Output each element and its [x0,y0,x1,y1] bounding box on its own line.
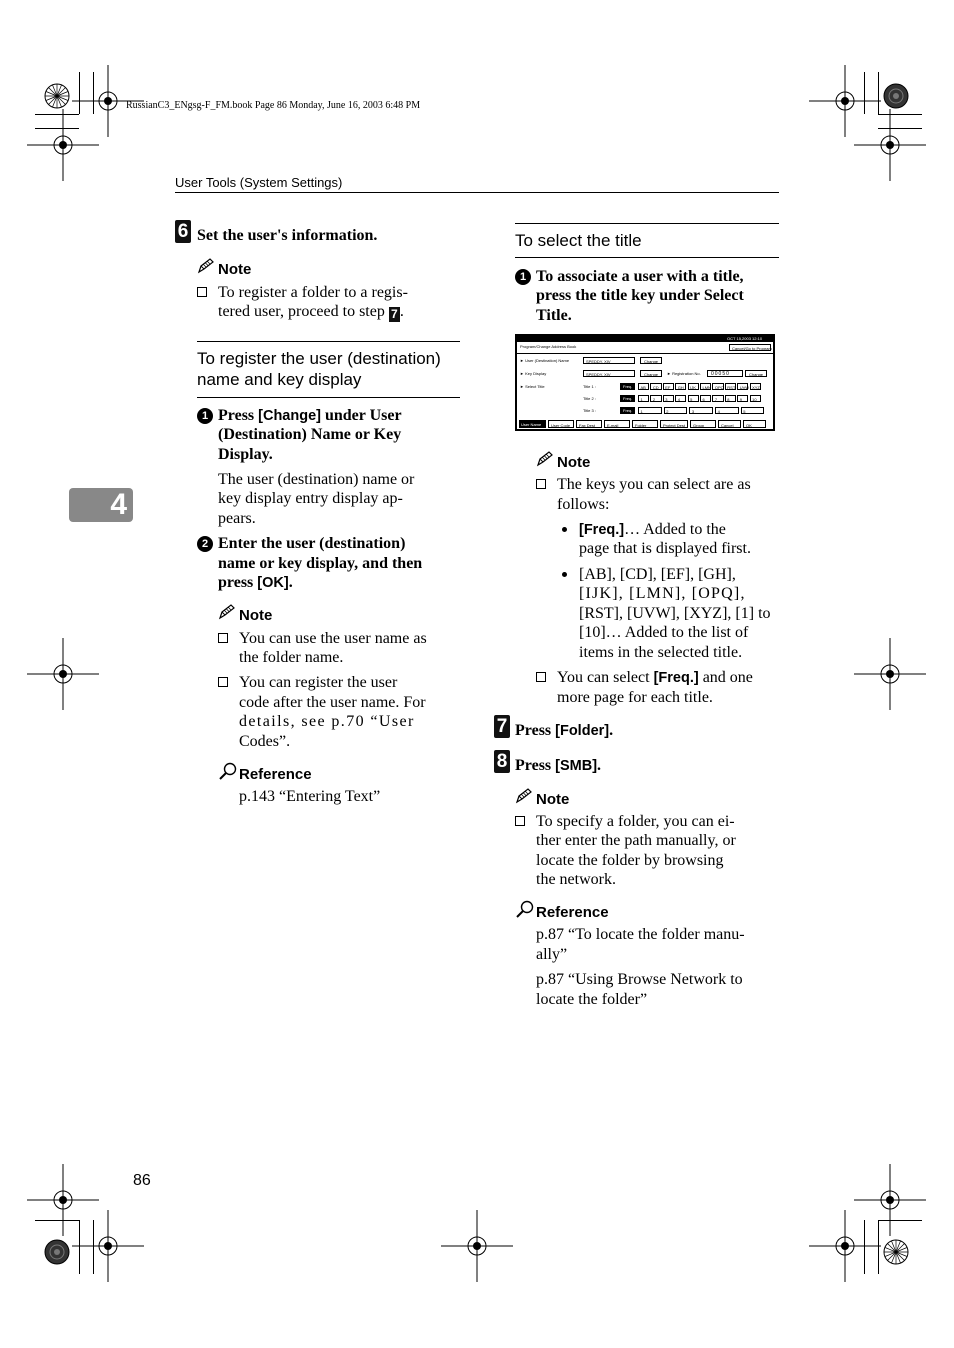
note4-line4: the network. [536,871,616,888]
note-label: Note [218,261,252,278]
substep-2-line1: Enter the user (destination) [218,535,406,552]
screen-tab[interactable]: User Code [548,420,574,428]
note3-bullet2-line2: [IJK], [LMN], [OPQ], [579,585,746,602]
note3-bullet2-line5: items in the selected title. [579,644,743,661]
title-key[interactable]: 8 [725,395,736,402]
reference2-ref1-line2: ally” [536,946,568,963]
note-label: Note [536,791,570,808]
checkbox-bullet [536,479,546,489]
section1-bottom-rule [197,397,460,398]
note3-item2-line1: You can select [Freq.] and one [557,669,753,686]
step-6-number: 6 [175,220,191,243]
pencil-icon [218,604,236,620]
note3-bullet2-line1: [AB], [CD], [EF], [GH], [579,566,736,583]
substep-1-line1: Press [Change] under User [218,407,402,424]
registration-number-field[interactable]: 00050 [707,370,743,377]
substep-1-number: 1 [515,269,531,285]
note3-bullet1-line1: [Freq.]… Added to the [579,521,726,538]
title2-label: Title 2 : [583,396,596,401]
note4-line1: To specify a folder, you can ei- [536,813,735,830]
note3-bullet2-line4: [10]… Added to the list of [579,624,749,641]
pencil-icon [515,788,533,804]
pencil-icon [536,451,554,467]
title-key[interactable]: OPQ [712,383,723,390]
title-key[interactable]: 10 [750,395,761,402]
title-key[interactable]: CD [650,383,661,390]
pencil-icon [197,258,215,274]
checkbox-bullet [218,633,228,643]
note1-line1: To register a folder to a regis- [218,284,408,301]
page-number: 86 [133,1172,151,1189]
title-key[interactable]: RST [725,383,736,390]
step-8-text: Press [SMB]. [515,757,602,774]
change-key-display-button[interactable]: Change [640,370,662,377]
section2-top-rule [515,223,779,224]
screen-tab[interactable]: User Name [519,420,546,428]
note3-item2-line2: more page for each title. [557,689,713,706]
magnifier-icon [218,762,238,780]
title-key[interactable]: EF [663,383,674,390]
select-title-label: ► Select Title [520,384,545,389]
title-key[interactable]: 3 [663,395,674,402]
title-key[interactable]: 2 [664,407,688,414]
reference-label: Reference [536,904,609,921]
section2-title: To select the title [515,231,642,250]
note-label: Note [557,454,591,471]
note3-item1-line1: The keys you can select are as [557,476,751,493]
title-key[interactable]: IJK [688,383,699,390]
title-key[interactable]: 6 [700,395,711,402]
note4-line3: locate the folder by browsing [536,852,724,869]
screen-tab[interactable]: OK [743,420,766,428]
screen-tab[interactable]: Fax Dest [576,420,602,428]
substep-1-number: 1 [197,408,213,424]
note2-item1-line1: You can use the user name as [239,630,427,647]
chapter-tab: 4 [69,488,133,522]
freq-key-title3[interactable]: Freq. [620,407,635,414]
header-title: User Tools (System Settings) [175,175,343,190]
screen-tab[interactable]: Protect Dest [660,420,688,428]
header-rule [175,192,779,193]
freq-key-title1[interactable]: Freq. [620,383,635,390]
title-key[interactable]: 5 [741,407,765,414]
step-7-number: 7 [494,715,510,738]
right-substep-1-line3: Title. [536,307,572,324]
bullet-dot [562,527,567,532]
step-7-text: Press [Folder]. [515,722,614,739]
right-substep-1-line1: To associate a user with a title, [536,268,744,285]
screen-divider [517,353,773,354]
title-key[interactable]: 1 [638,407,662,414]
note2-item2-line2: code after the user name. For [239,694,426,711]
note2-item2-line3: details, see p.70 “User [239,713,415,730]
substep-1-desc-line1: The user (destination) name or [218,471,415,488]
reference2-ref1-line1: p.87 “To locate the folder manu- [536,926,745,943]
checkbox-bullet [536,672,546,682]
reference-text: p.143 “Entering Text” [239,788,381,805]
title-key[interactable]: UVW [737,383,748,390]
substep-2-line2: name or key display, and then [218,555,423,572]
screen-tab[interactable]: Folder [632,420,658,428]
note1-line2: tered user, proceed to step 7 . [218,303,404,321]
freq-key-title2[interactable]: Freq. [620,395,635,402]
registration-label: ► Registration No. [667,371,701,376]
step-6-text: Set the user's information. [197,227,378,244]
note2-item2-line1: You can register the user [239,674,398,691]
screen-tab[interactable]: E-mail [604,420,630,428]
reference2-ref2-line2: locate the folder” [536,991,648,1008]
substep-1-line2: (Destination) Name or Key [218,426,402,443]
section2-bottom-rule [515,257,779,258]
screen-heading: Program/Change Address Book [520,344,577,349]
substep-2-number: 2 [197,536,213,552]
section1-top-rule [197,341,460,342]
title-key[interactable]: AB [638,383,649,390]
screen-tab[interactable]: Group [690,420,716,428]
note4-line2: ther enter the path manually, or [536,832,736,849]
title1-label: Title 1 : [583,384,596,389]
change-registration-button[interactable]: Change [745,370,767,377]
note3-bullet2-line3: [RST], [UVW], [XYZ], [1] to [579,605,771,622]
title-key[interactable]: 4 [675,395,686,402]
cancel-go-to-program-button[interactable]: Cancel/Go to Program [729,344,771,351]
reference-label: Reference [239,766,312,783]
substep-1-desc-line2: key display entry display ap- [218,490,403,507]
title-key[interactable]: 3 [689,407,713,414]
note3-bullet1-line2: page that is displayed first. [579,540,751,557]
program-address-book-screen [515,334,775,431]
section1-title-line1: To register the user (destination) [197,349,441,368]
screen-row1-label: ► User (Destination) Name [520,358,570,363]
note2-item2-line4: Codes”. [239,733,291,750]
title-key[interactable]: 5 [688,395,699,402]
checkbox-bullet [218,677,228,687]
substep-1-line3: Display. [218,446,273,463]
key-display-field[interactable]: SPEDDY. XIV [583,370,635,377]
reference2-ref2-line1: p.87 “Using Browse Network to [536,971,743,988]
checkbox-bullet [515,816,525,826]
title-key[interactable]: 7 [712,395,723,402]
note3-item1-line2: follows: [557,496,610,513]
section1-title-line2: name and key display [197,370,362,389]
checkbox-bullet [197,287,207,297]
screen-clock: OCT 15,2003 12:10 [727,336,763,341]
book-info: RussianC3_ENgsg-F_FM.book Page 86 Monday, June 16, 2003 6:48 PM [126,100,421,111]
title3-label: Title 3 : [583,408,596,413]
bullet-dot [562,572,567,577]
step-8-number: 8 [494,750,510,773]
note-label: Note [239,607,273,624]
screen-row2-label: ► Key Display [520,371,547,376]
screen-tab[interactable]: Cancel [718,420,741,428]
step-ref-badge: 7 [389,307,400,322]
right-substep-1-line2: press the title key under Select [536,287,744,304]
title-key[interactable]: LMN [700,383,711,390]
substep-2-line3: press [OK]. [218,574,293,591]
change-user-name-button[interactable]: Change [640,357,662,364]
title-key[interactable]: 4 [715,407,739,414]
title-key[interactable]: GH [675,383,686,390]
magnifier-icon [515,900,535,918]
note2-item1-line2: the folder name. [239,649,344,666]
user-name-field[interactable]: SPEDDY. XIV [583,357,635,364]
title-key[interactable]: 9 [737,395,748,402]
title-key[interactable]: 1 [638,395,649,402]
title-key[interactable]: 2 [650,395,661,402]
title-key[interactable]: XYZ [750,383,761,390]
substep-1-desc-line3: pears. [218,510,256,527]
